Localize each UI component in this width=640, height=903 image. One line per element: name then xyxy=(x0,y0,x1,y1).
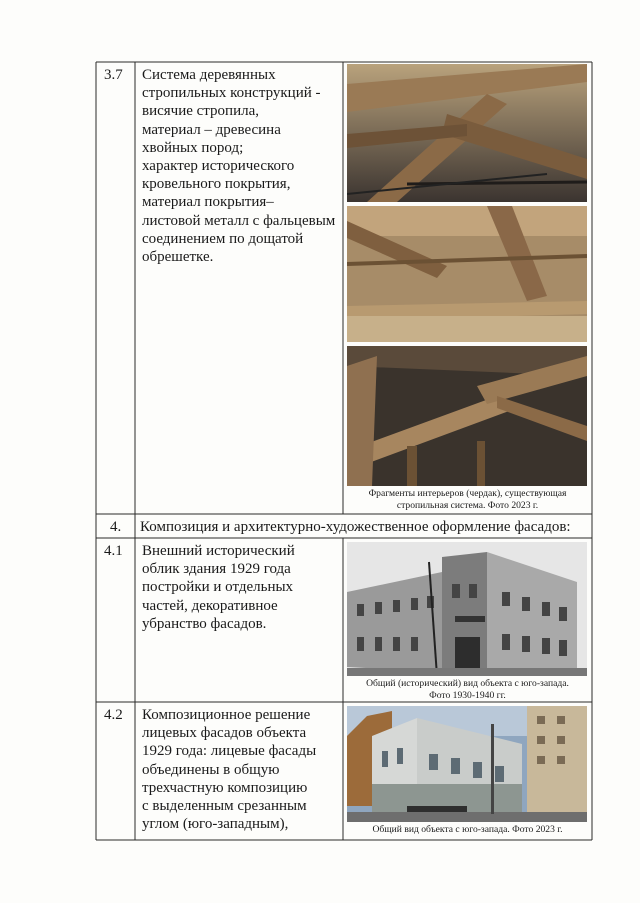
row-description: Композиционное решение лицевых фасадов объекта 1929 года: лицевые фасады объединены в общую трехчастную композицию с выделенным срезанным углом (юго-западным), xyxy=(142,707,317,833)
photo-caption: Общий (исторический) вид объекта с юго-запада. Фото 1930-1940 гг. xyxy=(366,678,569,701)
modern-building-photo xyxy=(347,706,587,822)
row-number: 3.7 xyxy=(104,67,123,83)
roof-truss-photo-3 xyxy=(347,346,587,486)
row-number: 4.2 xyxy=(104,707,123,723)
row-number: 4.1 xyxy=(104,543,123,559)
row-description: Система деревянных стропильных конструкций - висячие стропила, материал – древесина хвойных пород; характер исторического кровельного покрытия, материал покрытия– листовой металл с фальцевым соединением по дощатой обрешетке. xyxy=(142,67,336,266)
photo-caption: Общий вид объекта с юго-запада. Фото 2023 г. xyxy=(372,824,563,835)
historic-building-photo xyxy=(347,542,587,676)
photo-caption: Фрагменты интерьеров (чердак), существующая стропильная система. Фото 2023 г. xyxy=(368,488,567,511)
section-number: 4. xyxy=(110,519,122,535)
roof-truss-photo-1 xyxy=(347,64,587,202)
section-title: Композиция и архитектурно-художественное оформление фасадов: xyxy=(140,519,571,535)
roof-truss-photo-2 xyxy=(347,206,587,342)
row-description: Внешний исторический облик здания 1929 года постройки и отдельных частей, декоративное убранство фасадов. xyxy=(142,543,295,632)
